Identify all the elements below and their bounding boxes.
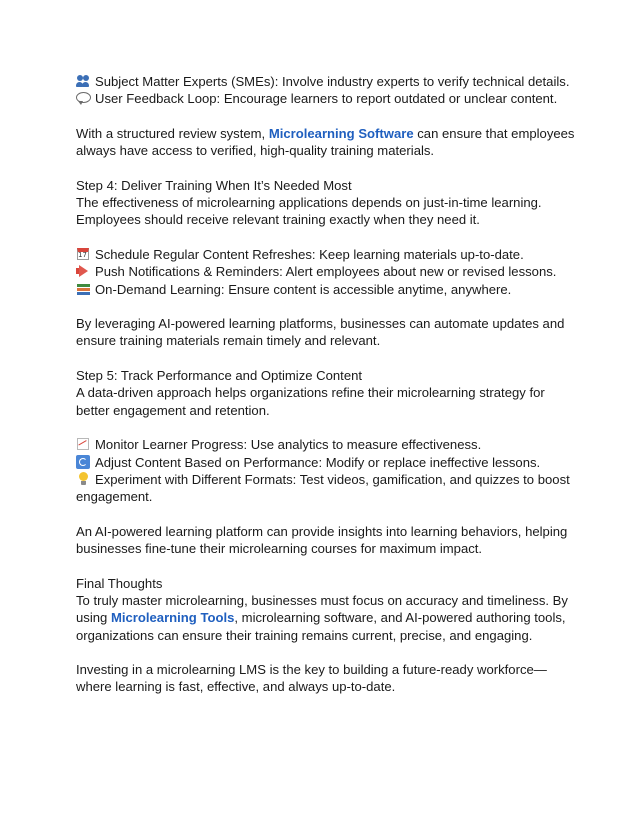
busts-in-silhouette-icon [76, 74, 91, 88]
step4-heading: Step 4: Deliver Training When It’s Needed Most [76, 177, 352, 193]
light-bulb-icon [76, 472, 91, 486]
final-paragraph: To truly master microlearning, businesses must focus on accuracy and timeliness. By using Microlearning Tools, microlearning software, and AI-powered authoring tools, organizations can ensure their training remains current, precise, and engaging. [76, 592, 568, 643]
microlearning-tools-link[interactable]: Microlearning Tools [110, 610, 235, 626]
step5-intro: A data-driven approach helps organizations refine their microlearning strategy for better engagement and retention. [76, 385, 545, 418]
list-item: Experiment with Different Formats: Test videos, gamification, and quizzes to boost engagement. [76, 471, 570, 505]
list-item: Subject Matter Experts (SMEs): Involve industry experts to verify technical details. [76, 73, 576, 90]
document-page [76, 73, 576, 696]
step4-closing: By leveraging AI-powered learning platforms, businesses can automate updates and ensure training materials remain timely and relevant. [76, 316, 565, 349]
list-item: User Feedback Loop: Encourage learners to report outdated or unclear content. [76, 90, 576, 107]
speech-balloon-icon [76, 91, 91, 105]
step4-intro: The effectiveness of microlearning applications depends on just-in-time learning. Employees should receive relevant training exactly when they need it. [76, 195, 542, 228]
list-item: Monitor Learner Progress: Use analytics to measure effectiveness. [76, 436, 576, 453]
list-item: Push Notifications & Reminders: Alert employees about new or revised lessons. [76, 263, 576, 280]
list-item: Adjust Content Based on Performance: Modify or replace ineffective lessons. [76, 454, 576, 471]
final-closing: Investing in a microlearning LMS is the key to building a future-ready workforce—where learning is fast, effective, and always up-to-date. [76, 662, 547, 695]
calendar-icon [76, 247, 91, 261]
paragraph-structured-review: With a structured review system, Microlearning Software can ensure that employees always have access to verified, high-quality training materials. [76, 125, 575, 159]
microlearning-software-link[interactable]: Microlearning Software [268, 125, 414, 141]
loudspeaker-icon [76, 264, 91, 278]
final-heading: Final Thoughts [76, 575, 163, 591]
step5-heading: Step 5: Track Performance and Optimize Content [76, 368, 363, 384]
books-icon [76, 282, 91, 296]
list-item: 17Schedule Regular Content Refreshes: Keep learning materials up-to-date. [76, 246, 576, 263]
chart-increasing-icon [76, 437, 91, 451]
counterclockwise-arrows-icon [76, 455, 91, 469]
step5-closing: An AI-powered learning platform can provide insights into learning behaviors, helping businesses fine-tune their microlearning courses for maximum impact. [76, 523, 568, 557]
list-item: On-Demand Learning: Ensure content is accessible anytime, anywhere. [76, 281, 576, 298]
